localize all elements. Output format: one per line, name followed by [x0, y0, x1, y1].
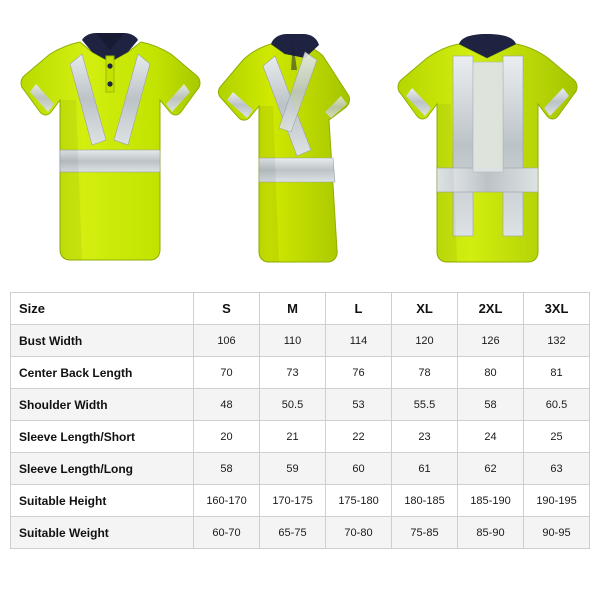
- side-view[interactable]: [205, 0, 385, 292]
- back-view-illustration: [385, 0, 590, 292]
- cell-suitable-weight-m: 65-75: [260, 517, 326, 549]
- table-row: [11, 485, 590, 517]
- table-row: [11, 453, 590, 485]
- cell-suitable-height-xl: 180-185: [392, 485, 458, 517]
- cell-center-back-length-2xl: 80: [458, 357, 524, 389]
- back-view[interactable]: [385, 0, 590, 292]
- cell-shoulder-width-s: 48: [194, 389, 260, 421]
- cell-suitable-height-s: 160-170: [194, 485, 260, 517]
- row-label-sleeve-length-long: Sleeve Length/Long: [11, 453, 194, 485]
- column-header-2xl: 2XL: [458, 293, 524, 325]
- cell-sleeve-short-2xl: 24: [458, 421, 524, 453]
- table-row: [11, 357, 590, 389]
- cell-center-back-length-m: 73: [260, 357, 326, 389]
- cell-sleeve-long-l: 60: [326, 453, 392, 485]
- table-header-row: [11, 293, 590, 325]
- cell-sleeve-short-l: 22: [326, 421, 392, 453]
- front-view[interactable]: [10, 0, 210, 292]
- cell-sleeve-long-3xl: 63: [524, 453, 590, 485]
- cell-sleeve-short-m: 21: [260, 421, 326, 453]
- size-chart-table: [10, 292, 590, 549]
- cell-suitable-height-m: 170-175: [260, 485, 326, 517]
- column-header-l: L: [326, 293, 392, 325]
- row-label-shoulder-width: Shoulder Width: [11, 389, 194, 421]
- cell-bust-width-m: 110: [260, 325, 326, 357]
- row-label-suitable-height: Suitable Height: [11, 485, 194, 517]
- cell-shoulder-width-m: 50.5: [260, 389, 326, 421]
- cell-shoulder-width-2xl: 58: [458, 389, 524, 421]
- cell-shoulder-width-l: 53: [326, 389, 392, 421]
- front-view-illustration: [10, 0, 210, 292]
- cell-sleeve-long-xl: 61: [392, 453, 458, 485]
- cell-center-back-length-xl: 78: [392, 357, 458, 389]
- size-chart-table-wrap: [10, 292, 590, 549]
- cell-suitable-weight-s: 60-70: [194, 517, 260, 549]
- row-label-center-back-length: Center Back Length: [11, 357, 194, 389]
- cell-sleeve-short-xl: 23: [392, 421, 458, 453]
- cell-suitable-height-2xl: 185-190: [458, 485, 524, 517]
- cell-suitable-height-l: 175-180: [326, 485, 392, 517]
- cell-bust-width-s: 106: [194, 325, 260, 357]
- cell-suitable-weight-3xl: 90-95: [524, 517, 590, 549]
- table-row: [11, 517, 590, 549]
- cell-sleeve-long-m: 59: [260, 453, 326, 485]
- row-label-sleeve-length-short: Sleeve Length/Short: [11, 421, 194, 453]
- cell-center-back-length-s: 70: [194, 357, 260, 389]
- side-view-illustration: [205, 0, 385, 292]
- cell-suitable-height-3xl: 190-195: [524, 485, 590, 517]
- column-header-3xl: 3XL: [524, 293, 590, 325]
- cell-suitable-weight-2xl: 85-90: [458, 517, 524, 549]
- cell-sleeve-short-3xl: 25: [524, 421, 590, 453]
- cell-suitable-weight-l: 70-80: [326, 517, 392, 549]
- row-label-bust-width: Bust Width: [11, 325, 194, 357]
- column-header-xl: XL: [392, 293, 458, 325]
- column-header-m: M: [260, 293, 326, 325]
- cell-bust-width-2xl: 126: [458, 325, 524, 357]
- cell-sleeve-short-s: 20: [194, 421, 260, 453]
- cell-bust-width-3xl: 132: [524, 325, 590, 357]
- row-label-suitable-weight: Suitable Weight: [11, 517, 194, 549]
- table-row: [11, 325, 590, 357]
- table-row: [11, 421, 590, 453]
- cell-sleeve-long-s: 58: [194, 453, 260, 485]
- cell-center-back-length-l: 76: [326, 357, 392, 389]
- cell-shoulder-width-3xl: 60.5: [524, 389, 590, 421]
- cell-bust-width-l: 114: [326, 325, 392, 357]
- cell-bust-width-xl: 120: [392, 325, 458, 357]
- column-header-s: S: [194, 293, 260, 325]
- column-header-size: Size: [11, 293, 194, 325]
- product-image-area: [0, 0, 600, 292]
- cell-shoulder-width-xl: 55.5: [392, 389, 458, 421]
- cell-center-back-length-3xl: 81: [524, 357, 590, 389]
- cell-suitable-weight-xl: 75-85: [392, 517, 458, 549]
- table-row: [11, 389, 590, 421]
- cell-sleeve-long-2xl: 62: [458, 453, 524, 485]
